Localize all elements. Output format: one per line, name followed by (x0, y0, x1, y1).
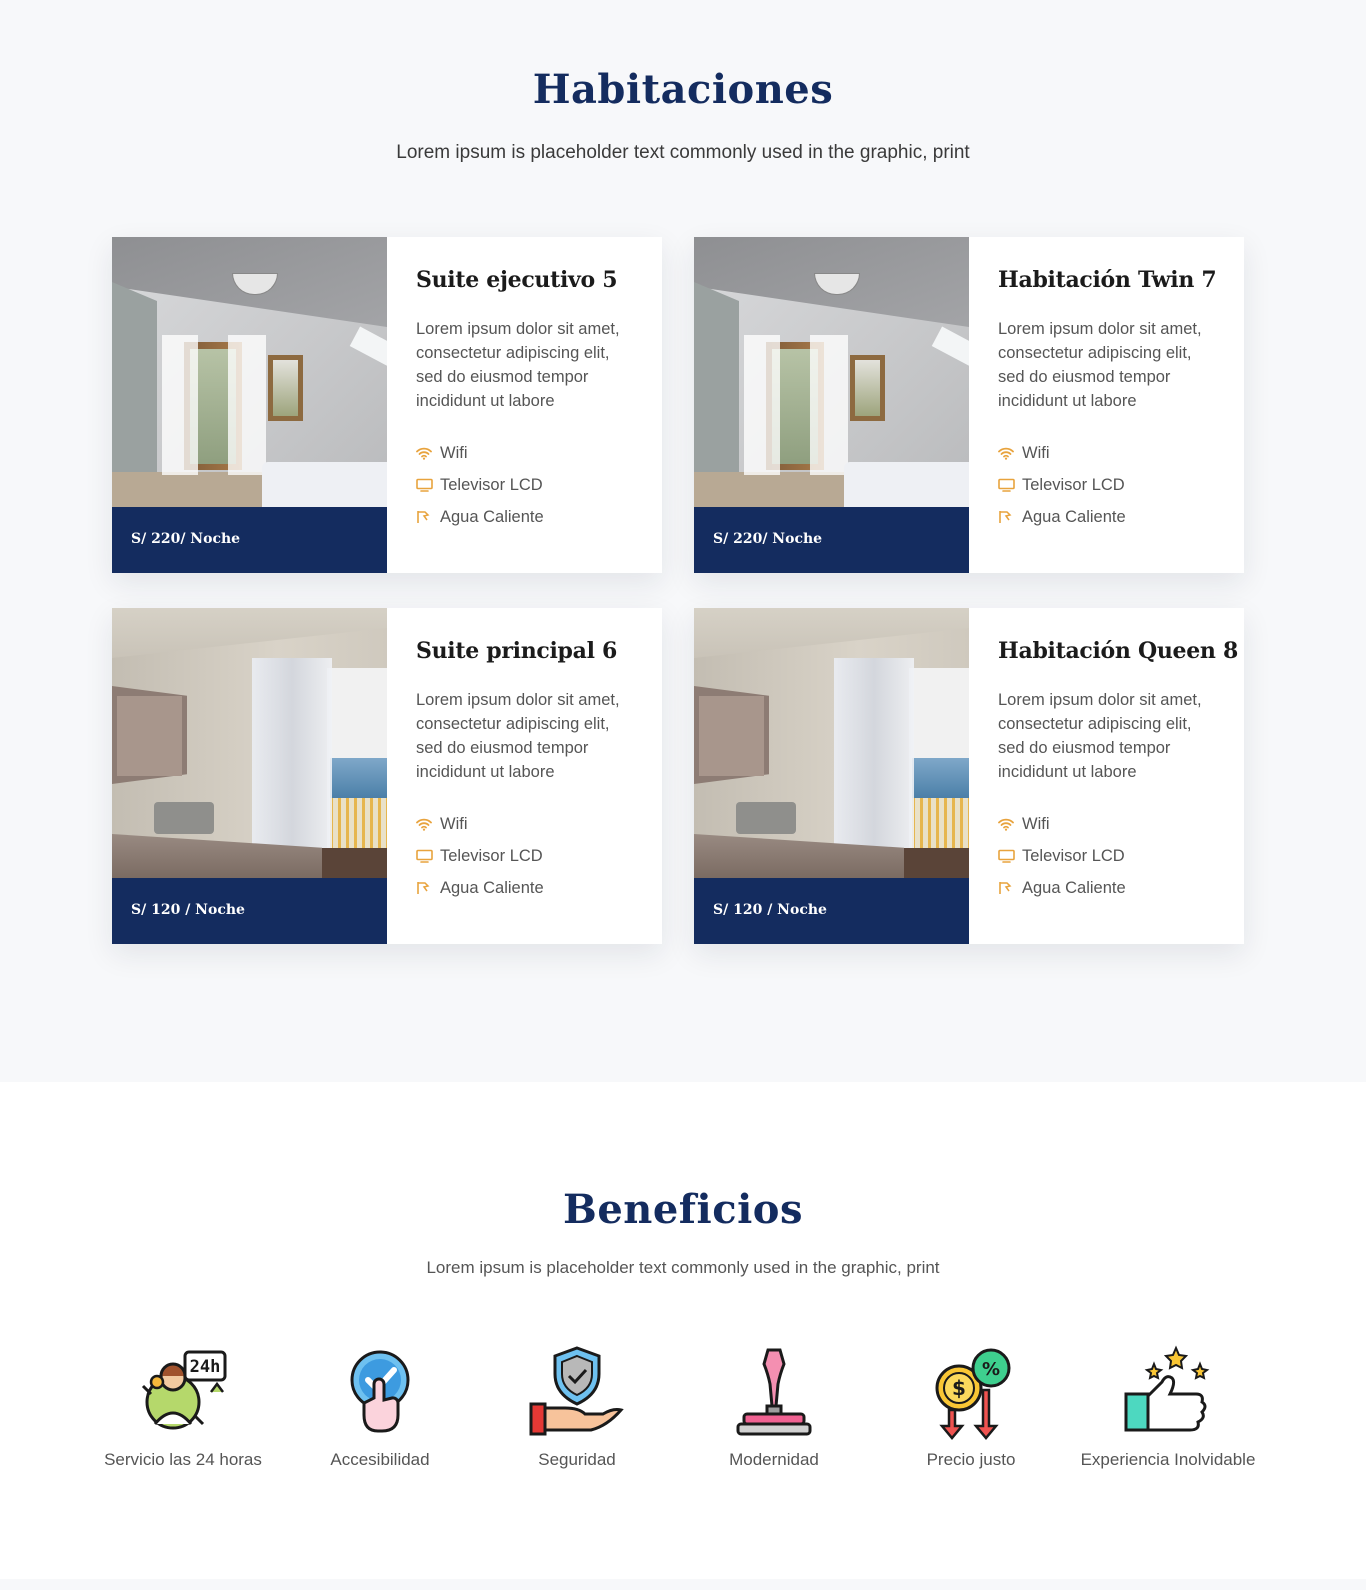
touch-check-icon (330, 1344, 430, 1440)
benefit-label: Modernidad (729, 1450, 819, 1469)
room-body (969, 608, 1244, 944)
hot-water-icon (416, 879, 438, 897)
room-description: Lorem ipsum dolor sit amet, consectetur adipiscing elit, sed do eiusmod tempor incididunt ut labore (416, 320, 620, 410)
room-media (694, 237, 969, 573)
room-photo (112, 608, 387, 878)
benefit-item (477, 1344, 677, 1470)
room-media (694, 608, 969, 944)
amenity-label: Televisor LCD (440, 846, 543, 865)
amenity-label: Televisor LCD (1022, 846, 1125, 865)
benefit-item (1068, 1344, 1268, 1470)
amenity-item (416, 808, 634, 840)
amenity-label: Agua Caliente (440, 507, 544, 526)
support-24h-icon (133, 1344, 233, 1440)
amenity-label: Wifi (1022, 814, 1050, 833)
room-description: Lorem ipsum dolor sit amet, consectetur adipiscing elit, sed do eiusmod tempor incididunt ut labore (998, 320, 1202, 410)
amenity-item (416, 840, 634, 872)
price-label: S/ 120 / Noche (694, 878, 969, 944)
benefit-item (83, 1344, 283, 1470)
benefit-label: Experiencia Inolvidable (1080, 1450, 1256, 1469)
benefit-item (674, 1344, 874, 1470)
rooms-subtitle: Lorem ipsum is placeholder text commonly used in the graphic, print (396, 142, 970, 163)
benefits-title: Beneficios (563, 1186, 803, 1233)
benefit-label: Precio justo (926, 1450, 1016, 1469)
benefit-label: Seguridad (538, 1450, 616, 1469)
room-photo (694, 237, 969, 507)
benefit-item (871, 1344, 1071, 1470)
amenity-label: Agua Caliente (1022, 878, 1126, 897)
benefit-label: Accesibilidad (330, 1450, 430, 1469)
amenity-list (416, 437, 634, 533)
room-title[interactable]: Habitación Queen 8 (998, 638, 1238, 664)
amenity-label: Televisor LCD (1022, 475, 1125, 494)
svg-text:$: $ (952, 1376, 966, 1400)
price-label: S/ 220/ Noche (112, 507, 387, 573)
amenity-label: Wifi (440, 814, 468, 833)
room-media (112, 608, 387, 944)
room-photo (694, 608, 969, 878)
amenity-item (416, 469, 634, 501)
room-card[interactable] (694, 237, 1244, 573)
amenity-item (998, 808, 1216, 840)
amenity-list (998, 437, 1216, 533)
room-title[interactable]: Suite ejecutivo 5 (416, 267, 618, 293)
joystick-icon (724, 1344, 824, 1440)
price-label: S/ 120 / Noche (112, 878, 387, 944)
thumbs-up-stars-icon (1118, 1344, 1218, 1440)
wifi-icon (416, 444, 438, 462)
room-card[interactable] (694, 608, 1244, 944)
room-body (387, 237, 662, 573)
amenity-item (416, 501, 634, 533)
room-card[interactable] (112, 237, 662, 573)
amenity-label: Agua Caliente (1022, 507, 1126, 526)
hot-water-icon (416, 508, 438, 526)
amenity-item (998, 840, 1216, 872)
benefit-item (280, 1344, 480, 1470)
amenity-item (998, 437, 1216, 469)
amenity-item (416, 872, 634, 904)
amenity-item (416, 437, 634, 469)
rooms-title: Habitaciones (532, 66, 834, 113)
amenity-label: Wifi (1022, 443, 1050, 462)
amenity-item (998, 501, 1216, 533)
amenity-list (998, 808, 1216, 904)
amenity-item (998, 872, 1216, 904)
price-discount-icon (921, 1344, 1021, 1440)
amenity-label: Wifi (440, 443, 468, 462)
tv-icon (416, 847, 438, 865)
room-title[interactable]: Habitación Twin 7 (998, 267, 1217, 293)
amenity-label: Televisor LCD (440, 475, 543, 494)
svg-text:%: % (981, 1359, 1001, 1380)
benefit-label: Servicio las 24 horas (104, 1450, 262, 1469)
room-description: Lorem ipsum dolor sit amet, consectetur adipiscing elit, sed do eiusmod tempor incididunt ut labore (416, 691, 620, 781)
wifi-icon (998, 815, 1020, 833)
price-label: S/ 220/ Noche (694, 507, 969, 573)
tv-icon (416, 476, 438, 494)
tv-icon (998, 847, 1020, 865)
room-media (112, 237, 387, 573)
shield-hand-icon (527, 1344, 627, 1440)
tv-icon (998, 476, 1020, 494)
wifi-icon (998, 444, 1020, 462)
benefits-section (0, 1082, 1366, 1579)
svg-text:24h: 24h (189, 1357, 221, 1377)
wifi-icon (416, 815, 438, 833)
room-body (969, 237, 1244, 573)
amenity-list (416, 808, 634, 904)
room-card[interactable] (112, 608, 662, 944)
benefits-subtitle: Lorem ipsum is placeholder text commonly used in the graphic, print (426, 1258, 940, 1277)
room-title[interactable]: Suite principal 6 (416, 638, 617, 664)
room-photo (112, 237, 387, 507)
amenity-item (998, 469, 1216, 501)
hot-water-icon (998, 508, 1020, 526)
amenity-label: Agua Caliente (440, 878, 544, 897)
room-body (387, 608, 662, 944)
hot-water-icon (998, 879, 1020, 897)
room-description: Lorem ipsum dolor sit amet, consectetur adipiscing elit, sed do eiusmod tempor incididunt ut labore (998, 691, 1202, 781)
